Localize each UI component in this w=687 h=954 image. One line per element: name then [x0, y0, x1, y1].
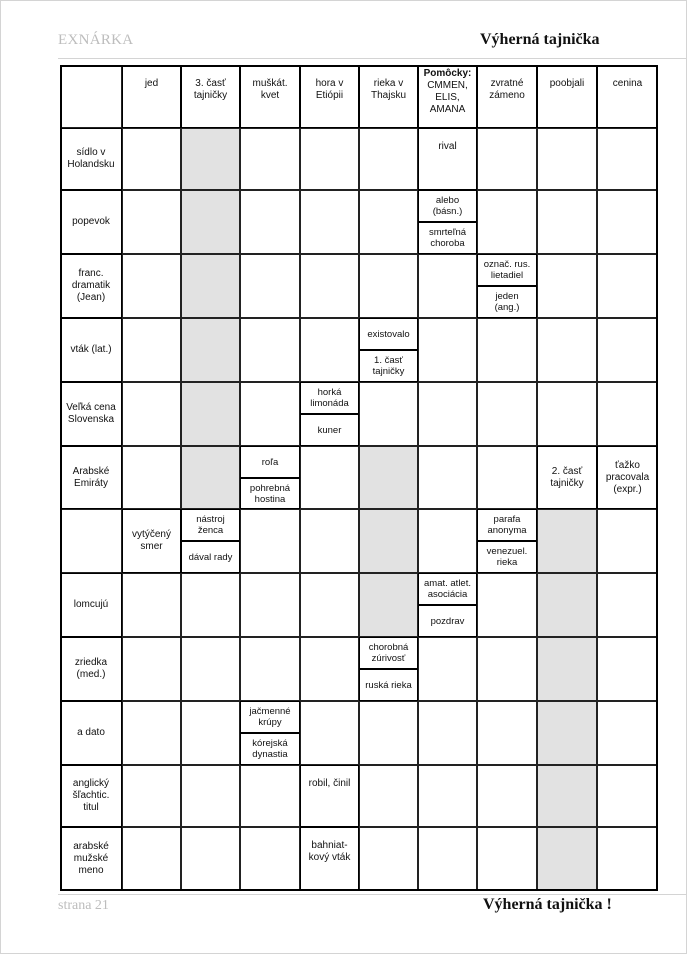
answer-cell[interactable] — [418, 509, 477, 573]
clue-label: vytýčený smer — [132, 529, 171, 552]
answer-cell[interactable] — [240, 318, 300, 382]
clue-poobjali — [537, 65, 597, 128]
secret-answer-cell[interactable] — [537, 509, 597, 573]
clue-text — [70, 344, 111, 356]
answer-cell[interactable] — [477, 765, 537, 827]
answer-cell[interactable] — [418, 318, 477, 382]
answer-cell[interactable] — [300, 318, 359, 382]
answer-cell[interactable] — [60, 65, 122, 128]
answer-cell[interactable] — [240, 573, 300, 637]
clue-text — [365, 680, 411, 691]
clue-jacmenne-krupy — [240, 701, 300, 733]
clue-alebo-basn — [418, 190, 477, 222]
answer-cell[interactable] — [597, 637, 658, 701]
clue-label: robil, činil — [308, 778, 351, 789]
answer-cell[interactable] — [359, 190, 418, 254]
footer-divider — [58, 894, 687, 895]
answer-cell[interactable] — [597, 765, 658, 827]
answer-cell[interactable] — [240, 128, 300, 190]
clue-text — [73, 778, 110, 814]
clue-arabske-emiraty — [60, 446, 122, 509]
clue-label: jeden (ang.) — [494, 291, 520, 313]
clue-muskat-kvet — [240, 65, 300, 128]
clue-vtak-lat — [60, 318, 122, 382]
clue-text — [73, 841, 109, 877]
clue-korejska-dynastia — [240, 733, 300, 765]
footer-tagline: Výherná tajnička ! — [483, 896, 612, 913]
clue-text — [252, 78, 287, 102]
clue-label: zvratné zámeno — [489, 78, 525, 101]
secret-answer-cell[interactable] — [181, 128, 240, 190]
answer-cell[interactable] — [181, 827, 240, 891]
brand-logo-text: EXNÁRKA — [58, 32, 134, 48]
answer-cell[interactable] — [240, 637, 300, 701]
clue-text — [145, 78, 158, 90]
answer-cell[interactable] — [122, 701, 181, 765]
answer-cell[interactable] — [418, 446, 477, 509]
clue-text — [77, 727, 105, 739]
clue-text — [316, 78, 344, 102]
clue-text — [431, 616, 465, 627]
answer-cell[interactable] — [477, 446, 537, 509]
clue-text — [424, 578, 471, 600]
clue-text — [613, 78, 642, 90]
answer-cell[interactable] — [537, 318, 597, 382]
answer-cell[interactable] — [300, 573, 359, 637]
page-title: Výherná tajnička — [480, 31, 600, 48]
answer-cell[interactable] — [300, 701, 359, 765]
clue-bahniatkovy-vtak — [300, 827, 359, 891]
clue-label: amat. atlet. asociácia — [424, 578, 471, 600]
clue-venezuel-rieka — [477, 541, 537, 573]
answer-cell[interactable] — [240, 254, 300, 318]
clue-text — [262, 457, 279, 468]
clue-label: roľa — [261, 456, 279, 468]
clue-3-cast-tajnicky — [181, 65, 240, 128]
answer-cell[interactable] — [300, 254, 359, 318]
answer-cell[interactable] — [181, 701, 240, 765]
clue-vytyceny-smer — [122, 509, 181, 573]
clue-label: existovalo — [367, 328, 410, 340]
clue-jeden-ang — [477, 286, 537, 318]
clue-hora-v-etiopii — [300, 65, 359, 128]
answer-cell[interactable] — [240, 190, 300, 254]
header-divider — [58, 58, 687, 59]
answer-cell[interactable] — [418, 827, 477, 891]
clue-2-cast-tajnicky — [537, 446, 597, 509]
answer-cell[interactable] — [240, 509, 300, 573]
clue-text — [367, 329, 409, 340]
clue-text — [489, 78, 525, 102]
answer-cell[interactable] — [418, 382, 477, 446]
answer-cell[interactable] — [240, 827, 300, 891]
clue-pohrebna-hostina — [240, 478, 300, 509]
clue-smrtelna-choroba — [418, 222, 477, 254]
answer-cell[interactable] — [597, 382, 658, 446]
secret-answer-cell[interactable] — [359, 446, 418, 509]
clue-text — [550, 466, 583, 490]
clue-robil-cinil — [300, 765, 359, 827]
clue-text — [369, 642, 409, 664]
clue-anglicky-slachtic-titul — [60, 765, 122, 827]
clue-ruska-rieka — [359, 669, 418, 701]
secret-answer-cell[interactable] — [537, 827, 597, 891]
answer-cell[interactable] — [477, 701, 537, 765]
clue-label: kórejská dynastia — [252, 738, 288, 760]
clue-label: ťažko pracovala (expr.) — [605, 459, 650, 495]
answer-cell[interactable] — [418, 637, 477, 701]
clue-parafa-anonyma — [477, 509, 537, 541]
answer-cell[interactable] — [122, 765, 181, 827]
answer-cell[interactable] — [597, 701, 658, 765]
clue-pomocky — [418, 65, 477, 128]
clue-text — [309, 778, 351, 790]
answer-cell[interactable] — [477, 190, 537, 254]
clue-label: pohrebná hostina — [249, 482, 291, 505]
answer-cell[interactable] — [300, 190, 359, 254]
clue-text — [72, 268, 110, 304]
clue-label: muškát. kvet — [252, 78, 288, 101]
answer-cell[interactable] — [122, 446, 181, 509]
answer-cell[interactable] — [359, 128, 418, 190]
answer-cell[interactable] — [122, 382, 181, 446]
clue-text — [433, 195, 463, 217]
clue-oznac-rus-lietadiel — [477, 254, 537, 286]
secret-answer-cell[interactable] — [181, 318, 240, 382]
clue-label: alebo (básn.) — [432, 195, 463, 217]
clue-text — [429, 227, 466, 249]
clue-arabske-muzske-meno — [60, 827, 122, 891]
answer-cell[interactable] — [300, 128, 359, 190]
page-number: strana 21 — [58, 898, 109, 913]
answer-cell[interactable] — [477, 637, 537, 701]
clue-label: kuner — [317, 424, 342, 436]
secret-answer-cell[interactable] — [181, 254, 240, 318]
clue-label: arabské mužské meno — [73, 841, 109, 876]
clue-label: bahniat- kový vták — [308, 840, 351, 863]
secret-answer-cell[interactable] — [537, 637, 597, 701]
clue-label: jed — [144, 78, 159, 89]
clue-text — [487, 514, 526, 536]
secret-answer-cell[interactable] — [537, 765, 597, 827]
clue-daval-rady — [181, 541, 240, 573]
answer-cell[interactable] — [300, 637, 359, 701]
clue-lomcuju — [60, 573, 122, 637]
clue-popevok — [60, 190, 122, 254]
clue-pozdrav — [418, 605, 477, 637]
clue-text — [310, 387, 349, 409]
secret-answer-cell[interactable] — [537, 701, 597, 765]
clue-text — [72, 216, 110, 228]
clue-label: ruská rieka — [365, 679, 412, 691]
answer-cell[interactable] — [240, 765, 300, 827]
secret-answer-cell[interactable] — [181, 446, 240, 509]
clue-text — [67, 147, 114, 171]
answer-cell[interactable] — [359, 765, 418, 827]
clue-label: označ. rus. lietadiel — [483, 259, 531, 281]
secret-answer-cell[interactable] — [181, 382, 240, 446]
clue-label: jačmenné krúpy — [249, 706, 291, 728]
clue-label: rival — [438, 141, 457, 152]
clue-rola — [240, 446, 300, 478]
clue-text — [318, 425, 342, 436]
clue-text — [250, 483, 290, 505]
clue-label: vták (lat.) — [70, 344, 112, 355]
clue-horka-limonada — [300, 382, 359, 414]
answer-cell[interactable] — [359, 701, 418, 765]
answer-cell[interactable] — [359, 827, 418, 891]
answer-cell[interactable] — [597, 190, 658, 254]
answer-cell[interactable] — [418, 254, 477, 318]
clue-text — [189, 552, 233, 563]
answer-cell[interactable] — [537, 382, 597, 446]
clue-chorobna-zurivost — [359, 637, 418, 669]
clue-text — [66, 402, 116, 426]
clue-text — [484, 259, 530, 281]
answer-cell[interactable] — [477, 573, 537, 637]
clue-label: hora v Etiópii — [315, 78, 344, 101]
answer-cell[interactable] — [122, 190, 181, 254]
answer-cell[interactable] — [477, 827, 537, 891]
answer-cell[interactable] — [597, 318, 658, 382]
clue-text — [438, 141, 456, 153]
clue-text — [487, 546, 528, 568]
answer-cell[interactable] — [477, 382, 537, 446]
clue-label: franc. dramatik (Jean) — [71, 268, 111, 303]
clue-text — [196, 514, 225, 536]
answer-cell[interactable] — [477, 128, 537, 190]
secret-answer-cell[interactable] — [359, 509, 418, 573]
clue-rival — [418, 128, 477, 190]
clue-zriedka-med — [60, 637, 122, 701]
answer-cell[interactable] — [597, 827, 658, 891]
clue-label: dával rady — [188, 551, 233, 563]
clue-label: horká limonáda — [310, 387, 349, 409]
clue-label: cenina — [612, 78, 643, 89]
answer-cell[interactable] — [122, 637, 181, 701]
answer-cell[interactable] — [122, 573, 181, 637]
secret-answer-cell[interactable] — [537, 573, 597, 637]
clue-text — [249, 706, 290, 728]
clue-kuner — [300, 414, 359, 446]
clue-a-dato — [60, 701, 122, 765]
answer-cell[interactable] — [181, 765, 240, 827]
answer-cell[interactable] — [418, 701, 477, 765]
clue-1-cast-tajnicky — [359, 350, 418, 382]
clue-nastroj-zenca — [181, 509, 240, 541]
clue-label: nástroj ženca — [196, 514, 225, 536]
clue-label: Arabské Emiráty — [72, 465, 110, 489]
clue-label: parafa anonyma — [487, 514, 527, 536]
clue-label: zriedka (med.) — [74, 657, 108, 680]
answer-cell[interactable] — [181, 573, 240, 637]
answer-cell[interactable] — [537, 254, 597, 318]
clue-velka-cena-slovenska — [60, 382, 122, 446]
clue-text — [371, 78, 406, 102]
answer-cell[interactable] — [240, 382, 300, 446]
answer-cell[interactable] — [537, 128, 597, 190]
clue-label: poobjali — [549, 78, 585, 89]
clue-label: venezuel. rieka — [486, 546, 528, 568]
answer-cell[interactable] — [181, 637, 240, 701]
clue-text — [550, 78, 584, 90]
clue-label: 2. časť tajničky — [550, 465, 584, 489]
clue-help-title: Pomôcky: — [423, 68, 472, 79]
clue-tazko-pracovala — [597, 446, 658, 509]
answer-cell[interactable] — [477, 318, 537, 382]
clue-label: a dato — [77, 727, 105, 738]
clue-label: chorobná zúrivosť — [368, 642, 409, 664]
clue-text — [194, 78, 227, 102]
answer-cell[interactable] — [300, 446, 359, 509]
clue-existovalo — [359, 318, 418, 350]
clue-sidlo-v-holandsku — [60, 128, 122, 190]
clue-text — [309, 840, 351, 864]
answer-cell[interactable] — [597, 573, 658, 637]
clue-label: rieka v Thajsku — [370, 78, 406, 101]
clue-label: smrteľná choroba — [428, 227, 467, 249]
clue-text — [75, 657, 107, 681]
crossword-grid — [60, 65, 658, 891]
clue-text — [74, 599, 108, 611]
clue-label: popevok — [72, 216, 110, 227]
clue-text — [73, 466, 110, 490]
answer-cell[interactable] — [122, 827, 181, 891]
answer-cell[interactable] — [597, 128, 658, 190]
answer-cell[interactable] — [418, 765, 477, 827]
clue-zvratne-zameno — [477, 65, 537, 128]
clue-text — [132, 529, 171, 553]
answer-cell[interactable] — [122, 318, 181, 382]
clue-cenina — [597, 65, 658, 128]
clue-label: sídlo v Holandsku — [67, 147, 115, 170]
secret-answer-cell[interactable] — [181, 190, 240, 254]
clue-label: Veľká cena Slovenska — [66, 402, 116, 425]
answer-cell[interactable] — [122, 254, 181, 318]
clue-text — [606, 460, 649, 496]
clue-jed — [122, 65, 181, 128]
clue-label: CMMEN, ELIS, AMANA — [427, 80, 468, 115]
clue-text — [424, 68, 472, 116]
answer-cell[interactable] — [597, 509, 658, 573]
clue-label: 1. časť tajničky — [372, 355, 405, 377]
clue-label: lomcujú — [73, 599, 109, 610]
clue-label: 3. časť tajničky — [193, 78, 228, 101]
clue-text — [373, 355, 405, 377]
answer-cell[interactable] — [359, 382, 418, 446]
answer-cell[interactable] — [597, 254, 658, 318]
answer-cell[interactable] — [60, 509, 122, 573]
clue-rieka-v-thajsku — [359, 65, 418, 128]
clue-text — [495, 291, 520, 313]
clue-amat-atlet-asociacia — [418, 573, 477, 605]
answer-cell[interactable] — [359, 254, 418, 318]
clue-franc-dramatik — [60, 254, 122, 318]
clue-label: pozdrav — [430, 615, 465, 627]
answer-cell[interactable] — [122, 128, 181, 190]
secret-answer-cell[interactable] — [359, 573, 418, 637]
clue-text — [252, 738, 287, 760]
answer-cell[interactable] — [300, 509, 359, 573]
clue-label: anglický šľachtic. titul — [72, 778, 110, 813]
answer-cell[interactable] — [537, 190, 597, 254]
